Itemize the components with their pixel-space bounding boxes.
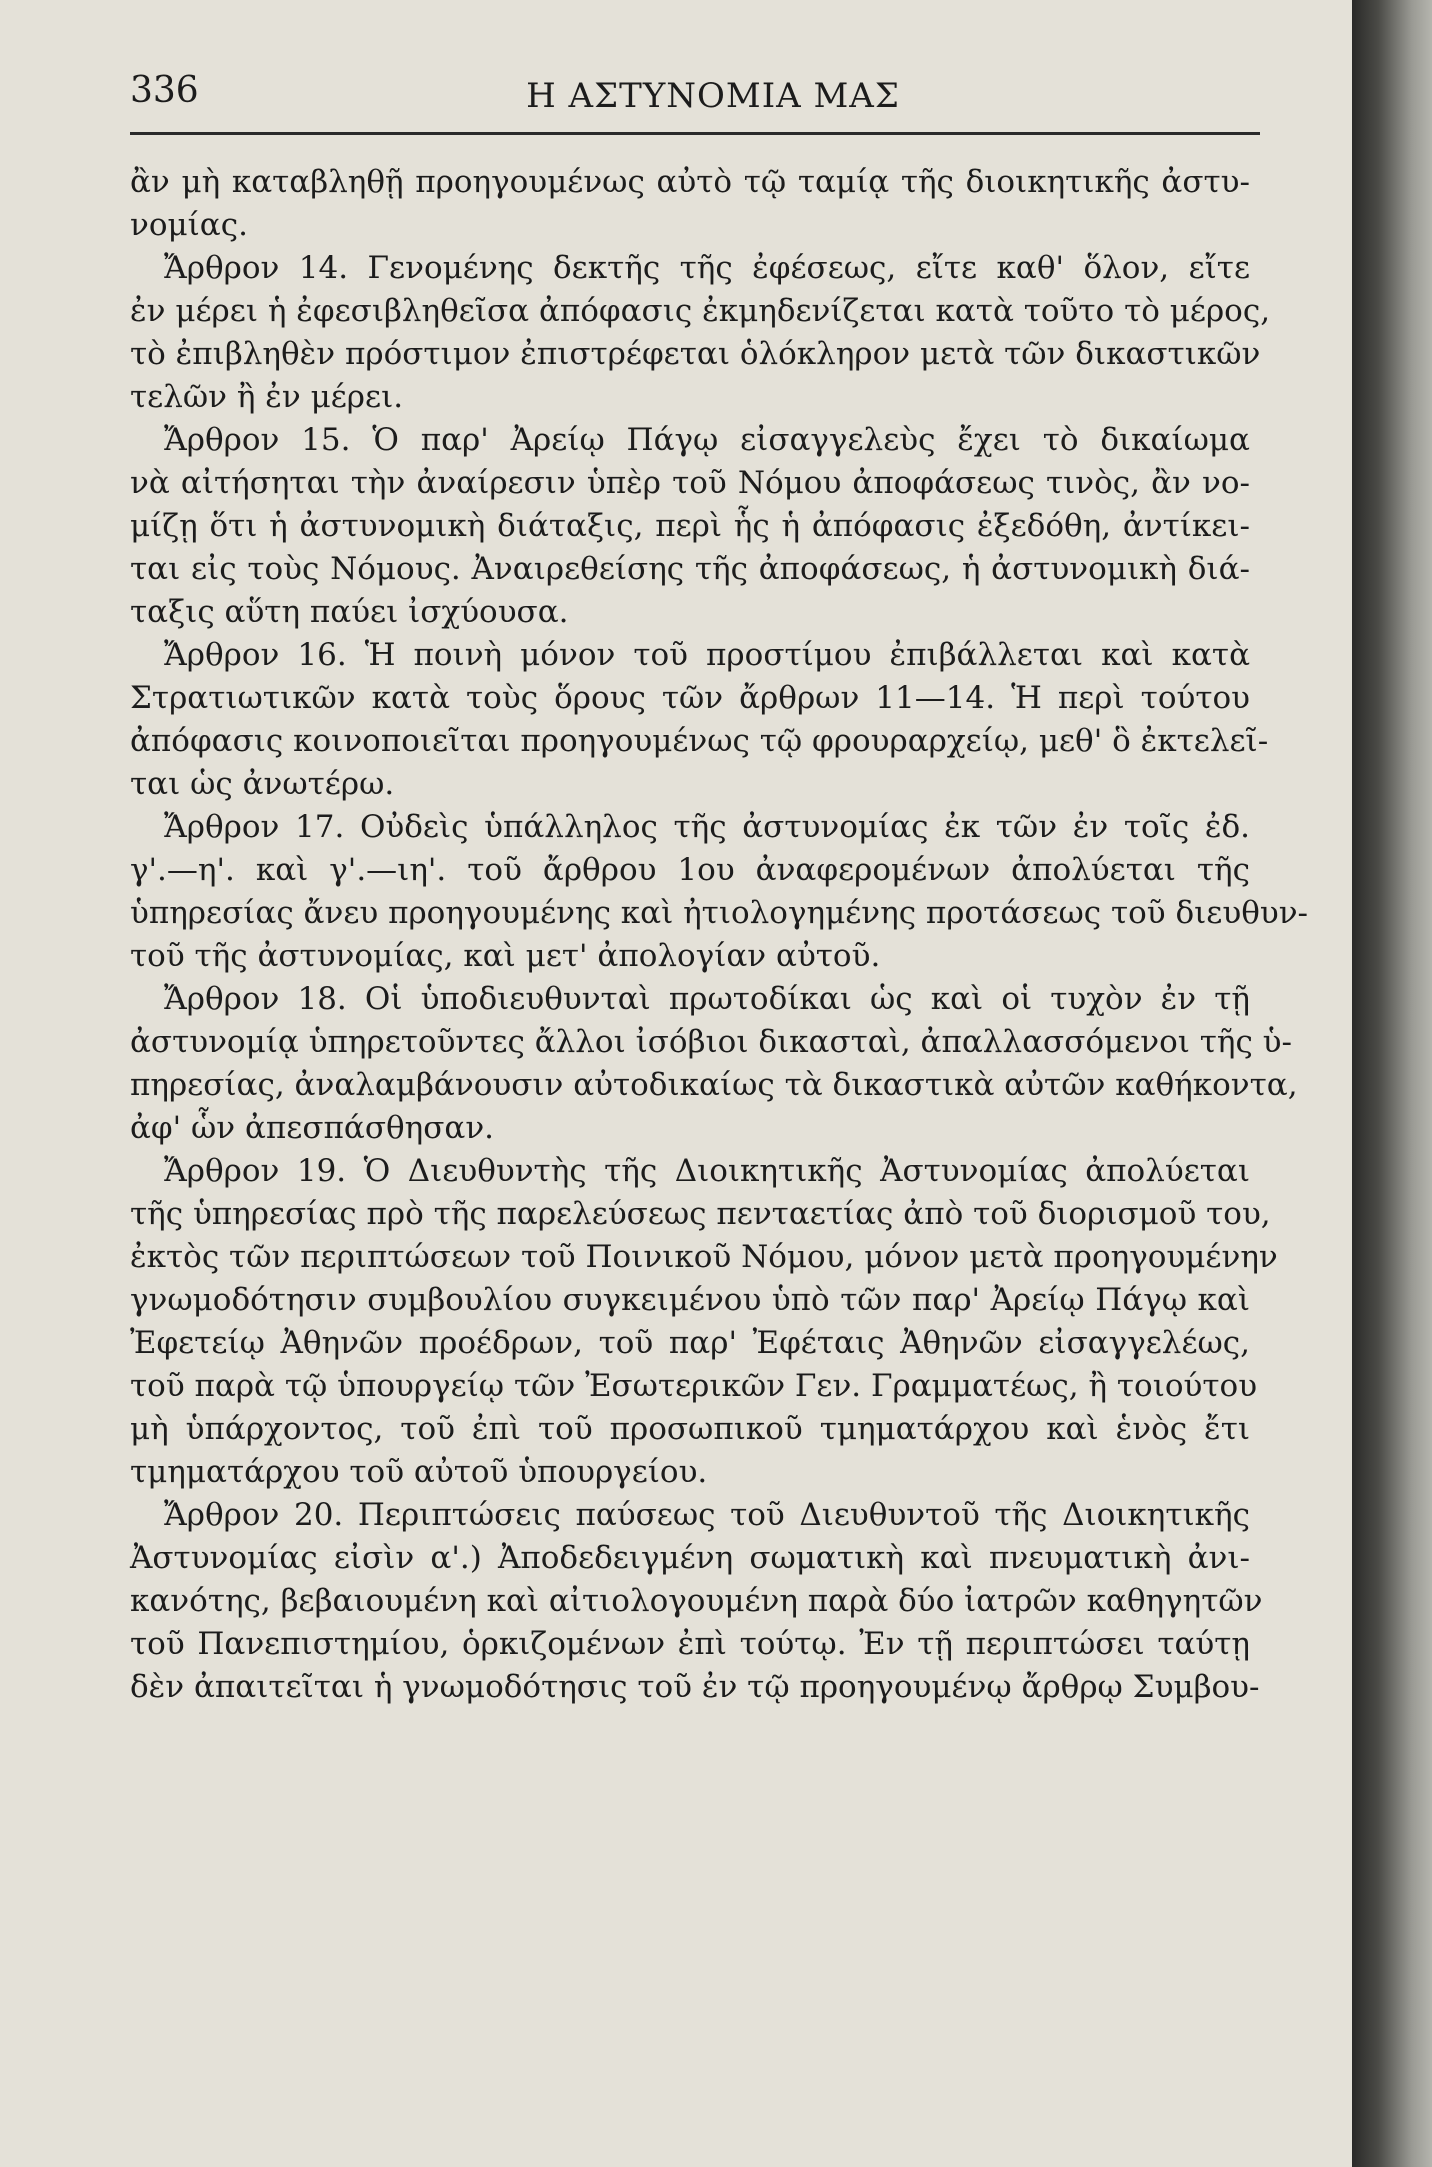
text-line: ὑπηρεσίας ἄνευ προηγουμένης καὶ ἠτιολογημένης προτάσεως τοῦ διευθυν- — [130, 895, 1309, 931]
text-line: Ἄρθρον 15. Ὁ παρ' Ἀρείῳ Πάγῳ εἰσαγγελεὺς ἔχει τὸ δικαίωμα — [164, 422, 1250, 458]
text-line: νὰ αἰτήσηται τὴν ἀναίρεσιν ὑπὲρ τοῦ Νόμου ἀποφάσεως τινὸς, ἂν νο- — [130, 465, 1250, 501]
text-line: μὴ ὑπάρχοντος, τοῦ ἐπὶ τοῦ προσωπικοῦ τμηματάρχου καὶ ἑνὸς ἔτι — [130, 1411, 1250, 1447]
text-line: Ἄρθρον 18. Οἱ ὑποδιευθυνταὶ πρωτοδίκαι ὡς καὶ οἱ τυχὸν ἐν τῇ — [164, 981, 1250, 1017]
text-line: ἀφ' ὧν ἀπεσπάσθησαν. — [130, 1110, 495, 1146]
text-line: Στρατιωτικῶν κατὰ τοὺς ὅρους τῶν ἄρθρων 11—14. Ἡ περὶ τούτου — [130, 680, 1250, 716]
text-line: νομίας. — [130, 207, 248, 243]
text-line: τμηματάρχου τοῦ αὐτοῦ ὑπουργείου. — [130, 1454, 708, 1490]
text-line: ταξις αὕτη παύει ἰσχύουσα. — [130, 594, 569, 630]
header-rule — [130, 132, 1260, 135]
text-line: πηρεσίας, ἀναλαμβάνουσιν αὐτοδικαίως τὰ δικαστικὰ αὐτῶν καθήκοντα, — [130, 1067, 1298, 1103]
article-paragraph — [130, 806, 1309, 978]
page-body — [130, 161, 1309, 1709]
text-line: Ἐφετείῳ Ἀθηνῶν προέδρων, τοῦ παρ' Ἐφέταις Ἀθηνῶν εἰσαγγελέως, — [130, 1325, 1250, 1361]
text-line: τοῦ παρὰ τῷ ὑπουργείῳ τῶν Ἐσωτερικῶν Γεν. Γραμματέως, ἢ τοιούτου — [130, 1368, 1258, 1404]
text-line: τὸ ἐπιβληθὲν πρόστιμον ἐπιστρέφεται ὁλόκληρον μετὰ τῶν δικαστικῶν — [130, 336, 1261, 372]
page-header — [130, 52, 1256, 132]
text-line: Ἄρθρον 19. Ὁ Διευθυντὴς τῆς Διοικητικῆς Ἀστυνομίας ἀπολύεται — [164, 1153, 1250, 1189]
text-line: μίζῃ ὅτι ἡ ἀστυνομικὴ διάταξις, περὶ ἧς ἡ ἀπόφασις ἐξεδόθη, ἀντίκει- — [130, 508, 1250, 544]
text-line: γνωμοδότησιν συμβουλίου συγκειμένου ὑπὸ τῶν παρ' Ἀρείῳ Πάγῳ καὶ — [130, 1282, 1250, 1318]
text-line: γ'.—η'. καὶ γ'.—ιη'. τοῦ ἄρθρου 1ου ἀναφερομένων ἀπολύεται τῆς — [130, 852, 1250, 888]
text-line: Ἄρθρον 17. Οὐδεὶς ὑπάλληλος τῆς ἀστυνομίας ἐκ τῶν ἐν τοῖς ἐδ. — [164, 809, 1250, 845]
text-line: ἂν μὴ καταβληθῇ προηγουμένως αὐτὸ τῷ ταμίᾳ τῆς διοικητικῆς ἀστυ- — [130, 164, 1250, 200]
article-paragraph — [130, 419, 1250, 634]
text-line: τελῶν ἢ ἐν μέρει. — [130, 379, 404, 415]
article-paragraph — [130, 634, 1269, 806]
text-line: ται ὡς ἀνωτέρω. — [130, 766, 395, 802]
running-title: Η ΑΣΤΥΝΟΜΙΑ ΜΑΣ — [526, 76, 900, 116]
article-paragraph — [130, 1494, 1263, 1709]
text-line: ται εἰς τοὺς Νόμους. Ἀναιρεθείσης τῆς ἀποφάσεως, ἡ ἀστυνομικὴ διά- — [130, 551, 1250, 587]
book-spine-shadow — [1352, 0, 1432, 2167]
text-line: ἐν μέρει ἡ ἐφεσιβληθεῖσα ἀπόφασις ἐκμηδενίζεται κατὰ τοῦτο τὸ μέρος, — [130, 293, 1271, 329]
text-line: τῆς ὑπηρεσίας πρὸ τῆς παρελεύσεως πενταετίας ἀπὸ τοῦ διορισμοῦ του, — [130, 1196, 1271, 1232]
article-paragraph — [130, 978, 1298, 1150]
text-line: Ἄρθρον 20. Περιπτώσεις παύσεως τοῦ Διευθυντοῦ τῆς Διοικητικῆς — [164, 1497, 1250, 1533]
article-paragraph — [130, 1150, 1278, 1494]
text-line: Ἀστυνομίας εἰσὶν α'.) Ἀποδεδειγμένη σωματικὴ καὶ πνευματικὴ ἀνι- — [130, 1540, 1250, 1576]
text-line: Ἄρθρον 14. Γενομένης δεκτῆς τῆς ἐφέσεως, εἴτε καθ' ὅλον, εἴτε — [164, 250, 1250, 286]
text-line: Ἄρθρον 16. Ἡ ποινὴ μόνον τοῦ προστίμου ἐπιβάλλεται καὶ κατὰ — [164, 637, 1250, 673]
text-line: τοῦ τῆς ἀστυνομίας, καὶ μετ' ἀπολογίαν αὐτοῦ. — [130, 938, 881, 974]
article-paragraph — [130, 161, 1250, 247]
article-paragraph — [130, 247, 1271, 419]
text-line: δὲν ἀπαιτεῖται ἡ γνωμοδότησις τοῦ ἐν τῷ προηγουμένῳ ἄρθρῳ Συμβου- — [130, 1669, 1260, 1705]
text-line: ἀστυνομίᾳ ὑπηρετοῦντες ἄλλοι ἰσόβιοι δικασταὶ, ἀπαλλασσόμενοι τῆς ὑ- — [130, 1024, 1293, 1060]
text-line: τοῦ Πανεπιστημίου, ὁρκιζομένων ἐπὶ τούτῳ. Ἐν τῇ περιπτώσει ταύτῃ — [130, 1626, 1250, 1662]
page-number: 336 — [130, 70, 199, 111]
text-line: ἐκτὸς τῶν περιπτώσεων τοῦ Ποινικοῦ Νόμου, μόνον μετὰ προηγουμένην — [130, 1239, 1278, 1275]
text-line: κανότης, βεβαιουμένη καὶ αἰτιολογουμένη παρὰ δύο ἰατρῶν καθηγητῶν — [130, 1583, 1263, 1619]
text-line: ἀπόφασις κοινοποιεῖται προηγουμένως τῷ φρουραρχείῳ, μεθ' ὃ ἐκτελεῖ- — [130, 723, 1269, 759]
